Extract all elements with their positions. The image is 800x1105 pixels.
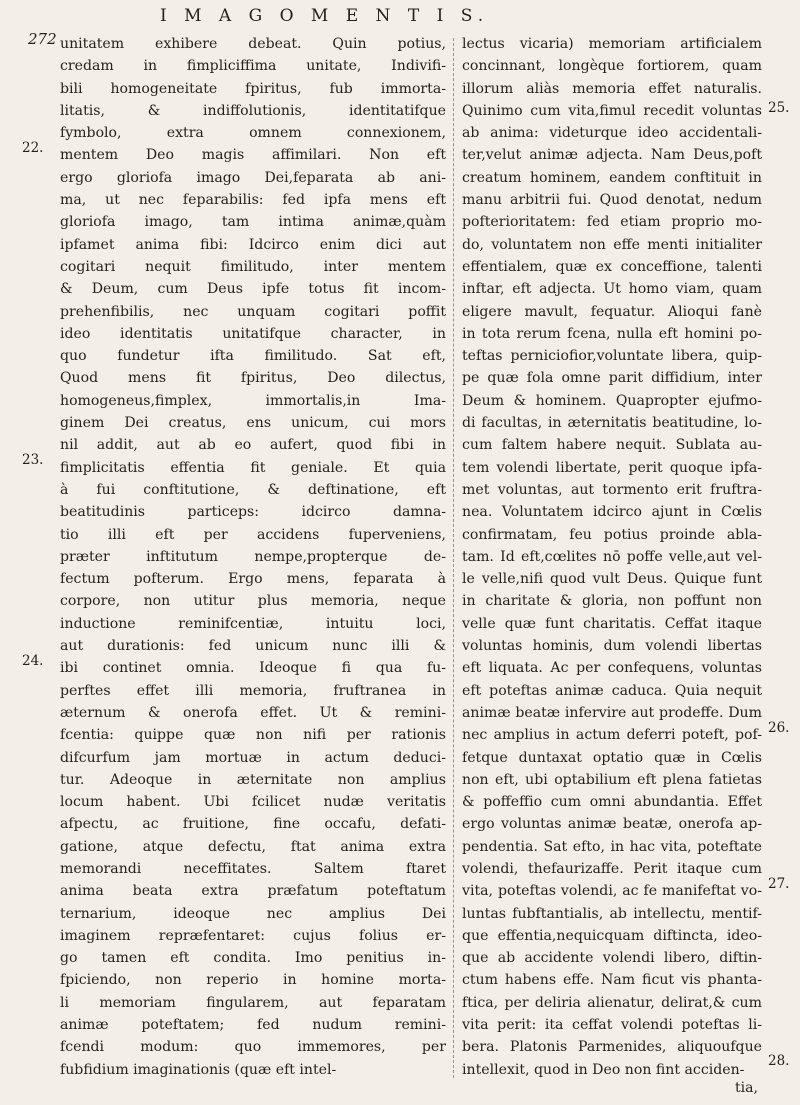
text-line: ergo voluntas animæ beatæ, onerofa ap- <box>462 816 762 833</box>
text-line: corpore, non utitur plus memoria, neque <box>60 593 446 610</box>
text-line: quo fundetur ifta fimilitudo. Sat eft, <box>60 348 446 365</box>
text-line: fetque duntaxat optatio quæ in Cœlis <box>462 749 762 766</box>
text-line: bili homogeneitate fpiritus, fub immorta- <box>60 80 446 97</box>
text-line: nil addit, aut ab eo aufert, quod fibi in <box>60 437 446 454</box>
text-line: li memoriam fingularem, aut feparatam <box>60 994 446 1011</box>
text-line: credam in fimpliciffima unitate, Indivifi- <box>60 58 446 75</box>
text-line: aut durationis: fed unicum nunc illi & <box>60 638 446 655</box>
text-line: prehenfibilis, nec unquam cogitari poffit <box>60 303 446 320</box>
text-line: non eft, ubi optabilium eft plena fatietas <box>462 771 762 788</box>
margin-number: 23. <box>22 452 44 468</box>
text-line: Quod mens fit fpiritus, Deo dilectus, <box>60 370 446 387</box>
text-line: gatione, atque defectu, ftat anima extra <box>60 838 446 855</box>
text-line: unitatem exhibere debeat. Quin potius, <box>60 36 446 52</box>
text-line: Quinimo cum vita,fimul recedit voluntas <box>462 102 762 119</box>
text-line: confirmatam, feu potius proinde abla- <box>462 526 762 543</box>
text-line: luntas fubftantialis, ab intellectu, mentif- <box>462 905 762 922</box>
text-line: tam. Id eft,cœlites nō poffe velle,aut vel- <box>462 548 762 565</box>
text-line: memorandi neceffitates. Saltem ftaret <box>60 860 446 877</box>
text-line: Deum & hominem. Quapropter ejufmo- <box>462 392 762 409</box>
text-line: do, voluntatem non effe menti initialiter <box>462 236 762 253</box>
text-line: fimplicitatis effentia fit geniale. Et quia <box>60 459 446 476</box>
text-line: le velle,nifi quod vult Deus. Quique funt <box>462 571 762 588</box>
text-line: que effentia,nequicquam diftincta, ideo- <box>462 927 762 944</box>
text-line: animæ beatæ infervire aut prodeffe. Dum <box>462 704 762 721</box>
text-line: ipfamet anima fibi: Idcirco enim dici aut <box>60 236 446 253</box>
text-line: fectum pofterum. Ergo mens, feparata à <box>60 571 446 588</box>
text-line: ftica, per deliria alienatur, delirat,& cum <box>462 994 762 1011</box>
text-line: tem volendi libertate, perit quoque ipfa- <box>462 459 762 476</box>
text-line: eligere mavult, fequatur. Alioqui fanè <box>462 303 762 320</box>
text-line: ginem Dei creatus, ens unicum, cui mors <box>60 415 446 432</box>
text-line: in charitate & gloria, non poffunt non <box>462 593 762 610</box>
text-line: fpiciendo, non reperio in homine morta- <box>60 972 446 989</box>
text-line: fcentia: quippe quæ non nifi per rationis <box>60 727 446 744</box>
text-line: perftes effet illi memoria, fruftranea in <box>60 682 446 699</box>
text-line: voluntas hominis, dum volendi libertas <box>462 638 762 655</box>
text-line: ternarium, ideoque nec amplius Dei <box>60 905 446 922</box>
text-line: pendentia. Sat efto, in hac vita, poteftate <box>462 838 762 855</box>
column-divider <box>453 38 454 1078</box>
text-line: vita, poteftas volendi, ac fe manifeftat vo- <box>462 883 762 900</box>
text-line: litatis, & indiffolutionis, identitatifque <box>60 102 446 119</box>
margin-number: 22. <box>22 140 44 156</box>
text-line: tur. Adeoque in æternitate non amplius <box>60 771 446 788</box>
text-line: cogitari nequit fimilitudo, inter mentem <box>60 258 446 275</box>
text-line: pe quæ fola omne parit diffidium, inter <box>462 370 762 387</box>
left-text-column <box>60 33 446 1081</box>
text-line: & poffeffio cum omni abundantia. Effet <box>462 794 762 811</box>
text-line: creatum hominem, eandem conftituit in <box>462 169 762 186</box>
margin-number: 27. <box>768 876 790 892</box>
text-line: eft poteftas animæ caduca. Quia nequit <box>462 682 762 699</box>
text-line: nea. Voluntatem idcirco ajunt in Cœlis <box>462 504 762 521</box>
text-line: æternum & onerofa effet. Ut & remini- <box>60 704 446 721</box>
text-line: tio illi eft per accidens fuperveniens, <box>60 526 446 543</box>
text-line: vita perit: ita ceffat volendi poteftas li- <box>462 1017 762 1034</box>
margin-number: 28. <box>768 1053 790 1069</box>
text-line: velle quæ funt charitatis. Ceffat itaque <box>462 615 762 632</box>
text-line: intellexit, quod in Deo non fint acciden- <box>462 1061 745 1078</box>
text-line: inftar, eft adjecta. Ut homo viam, quam <box>462 281 762 298</box>
text-line: illorum aliàs memoria effet naturalis. <box>462 80 762 97</box>
text-line: fubfidium imaginationis (quæ eft intel- <box>60 1061 337 1078</box>
text-line: homogeneus,fimplex, immortalis,in Ima- <box>60 392 446 409</box>
text-line: ma, ut nec feparabilis: fed ipfa mens eft <box>60 192 446 209</box>
text-line: præter inftitutum nempe,propterque de- <box>60 548 446 565</box>
margin-number: 26. <box>768 720 790 736</box>
text-line: in tota rerum fcena, nulla eft homini po- <box>462 325 762 342</box>
text-line: ab anima: videturque ideo accidentali- <box>462 125 762 142</box>
text-line: beatitudinis particeps: idcirco damna- <box>60 504 446 521</box>
margin-number: 25. <box>768 100 790 116</box>
text-line: ideo identitatis unitatifque character, in <box>60 325 446 342</box>
text-line: ter,velut animæ adjecta. Nam Deus,poft <box>462 147 762 164</box>
text-line: ibi continet omnia. Ideoque fi qua fu- <box>60 660 446 677</box>
text-line: locum habent. Ubi fcilicet nudæ veritatis <box>60 794 446 811</box>
running-head: I M A G O M E N T I S. <box>160 6 490 26</box>
text-line: gloriofa imago, tam intima animæ,quàm <box>60 214 446 231</box>
text-line: anima beata extra præfatum poteftatum <box>60 883 446 900</box>
text-line: afpectu, ac fruitione, fine occafu, defati- <box>60 816 446 833</box>
catchword: tia, <box>735 1080 758 1096</box>
text-line: bera. Platonis Parmenides, aliquoufque <box>462 1039 762 1056</box>
text-line: nec amplius in actum deferri poteft, pof- <box>462 727 762 744</box>
text-line: teftas perniciofior,voluntate libera, quip- <box>462 348 762 365</box>
text-line: inductione reminifcentiæ, intuitu loci, <box>60 615 446 632</box>
text-line: di facultas, in æternitatis beatitudine, lo- <box>462 415 762 432</box>
text-line: effentialem, quæ ex conceffione, talenti <box>462 258 762 275</box>
text-line: pofterioritatem: fed etiam proprio mo- <box>462 214 762 231</box>
text-line: lectus vicaria) memoriam artificialem <box>462 36 762 52</box>
text-line: ctum habens effe. Nam ficut vis phanta- <box>462 972 762 989</box>
text-line: à fui conftitutione, & deftinatione, eft <box>60 481 446 498</box>
text-line: manu arbitrii fui. Quod denotat, nedum <box>462 192 762 209</box>
text-line: cum faltem habere nequit. Sublata au- <box>462 437 762 454</box>
text-line: eft liquata. Ac per confequens, voluntas <box>462 660 762 677</box>
text-line: & Deum, cum Deus ipfe totus fit incom- <box>60 281 446 298</box>
text-line: concinnant, longèque fortiorem, quam <box>462 58 762 75</box>
margin-number: 24. <box>22 653 44 669</box>
text-line: go tamen eft condita. Imo penitius in- <box>60 950 446 967</box>
text-line: ergo gloriofa imago Dei,feparata ab ani- <box>60 169 446 186</box>
text-line: mentem Deo magis affimilari. Non eft <box>60 147 446 164</box>
text-line: imaginem repræfentaret: cujus folius er- <box>60 927 446 944</box>
right-text-column <box>462 33 762 1081</box>
text-line: fymbolo, extra omnem connexionem, <box>60 125 446 142</box>
text-line: difcurfum jam mortuæ in actum deduci- <box>60 749 446 766</box>
text-line: que ab accidente volendi libero, diftin- <box>462 950 762 967</box>
text-line: fcendi modum: quo immemores, per <box>60 1039 446 1056</box>
text-line: animæ poteftatem; fed nudum remini- <box>60 1017 446 1034</box>
text-line: met voluntas, aut tormento erit fruftra- <box>462 481 762 498</box>
text-line: volendi, thefaurizaffe. Perit itaque cum <box>462 860 762 877</box>
page-number: 272 <box>28 30 57 48</box>
